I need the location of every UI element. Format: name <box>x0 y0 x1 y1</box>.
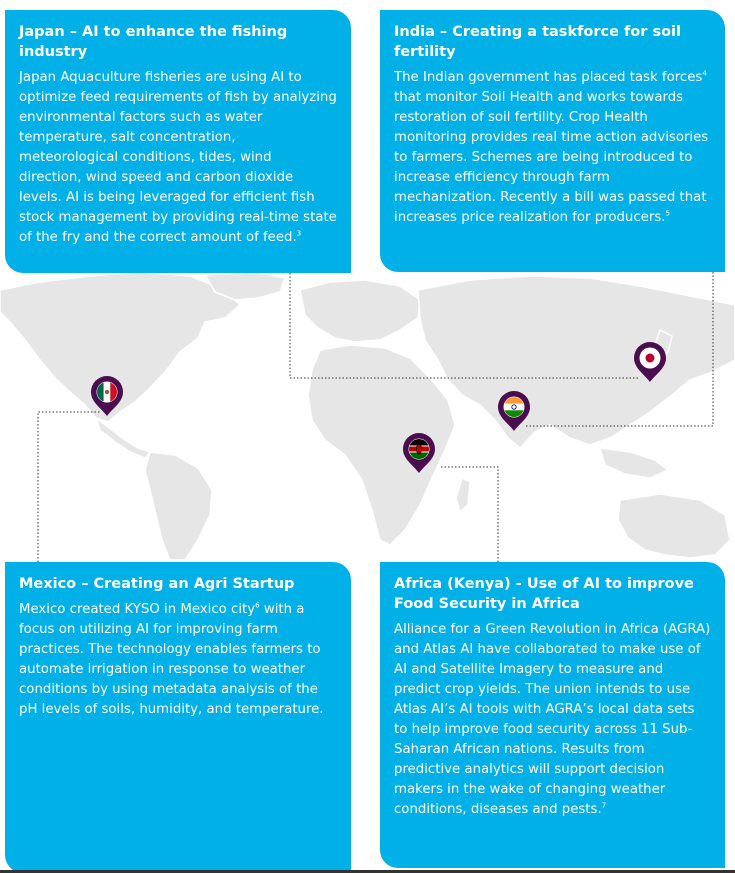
kenya-body <box>394 620 711 820</box>
southeast-asia-land <box>600 448 668 478</box>
kenya-info-box <box>380 562 725 868</box>
mexico-body <box>19 600 337 720</box>
kenya-footnote-ref: 7 <box>601 801 607 810</box>
japan-info-box <box>5 10 351 273</box>
india-footnote-ref-a: 4 <box>702 69 707 78</box>
india-body <box>394 68 711 228</box>
mexico-body-text-b: with a focus on utilizing AI for improving farm practices. The technology enables farmers to automate irrigation in response to weather conditions by using metadata analysis of the pH levels of soils, humidity, and temperature. <box>19 602 324 717</box>
japan-body-text: Japan Aquaculture fisheries are using AI to optimize feed requirements of fish by analyzing environmental factors such as water temperature, salt concentration, meteorological conditions, tides, wind direction, wind speed and carbon dioxide levels. AI is being leveraged for efficient fish stock management by providing real-time state of the fry and the correct amount of feed. <box>19 70 337 245</box>
mexico-body-text-a: Mexico created KYSO in Mexico city <box>19 602 256 617</box>
mexico-footnote-ref: 6 <box>255 601 260 610</box>
japan-body <box>19 68 337 248</box>
europe-land <box>300 280 420 342</box>
asia-land <box>418 276 735 448</box>
mexico-connector <box>38 412 100 562</box>
south-america-land <box>145 452 212 560</box>
japan-title: Japan – AI to enhance the fishing industry <box>19 24 288 60</box>
india-info-box <box>380 10 725 272</box>
land-masses <box>0 272 735 560</box>
madagascar-land <box>456 478 470 512</box>
india-footnote-ref-b: 5 <box>665 209 670 218</box>
japan-footnote-ref: 3 <box>296 229 302 238</box>
mexico-title: Mexico – Creating an Agri Startup <box>19 576 295 592</box>
australia-land <box>618 494 730 558</box>
india-body-text-a: The Indian government has placed task forces <box>394 70 703 85</box>
mexico-info-box <box>5 562 351 873</box>
india-body-text-b: that monitor Soil Health and works towards restoration of soil fertility. Crop Health monitoring provides real time action advisories to farmers. Schemes are being introduced to increase efficiency through farm mechanization. Recently a bill was passed that increases price realization for producers. <box>394 90 709 225</box>
india-title: India – Creating a taskforce for soil fertility <box>394 24 681 60</box>
kenya-body-text: Alliance for a Green Revolution in Africa (AGRA) and Atlas AI have collaborated to make use of AI and Satellite Imagery to measure and predict crop yields. The union intends to use Atlas AI’s AI tools with AGRA’s local data sets to help improve food security across 11 Sub-Saharan African nations. Results from predictive analytics will support decision makers in the wake of changing weather conditions, diseases and pests. <box>394 622 711 817</box>
central-america-land <box>96 418 150 458</box>
kenya-title: Africa (Kenya) - Use of AI to improve Food Security in Africa <box>394 576 694 612</box>
